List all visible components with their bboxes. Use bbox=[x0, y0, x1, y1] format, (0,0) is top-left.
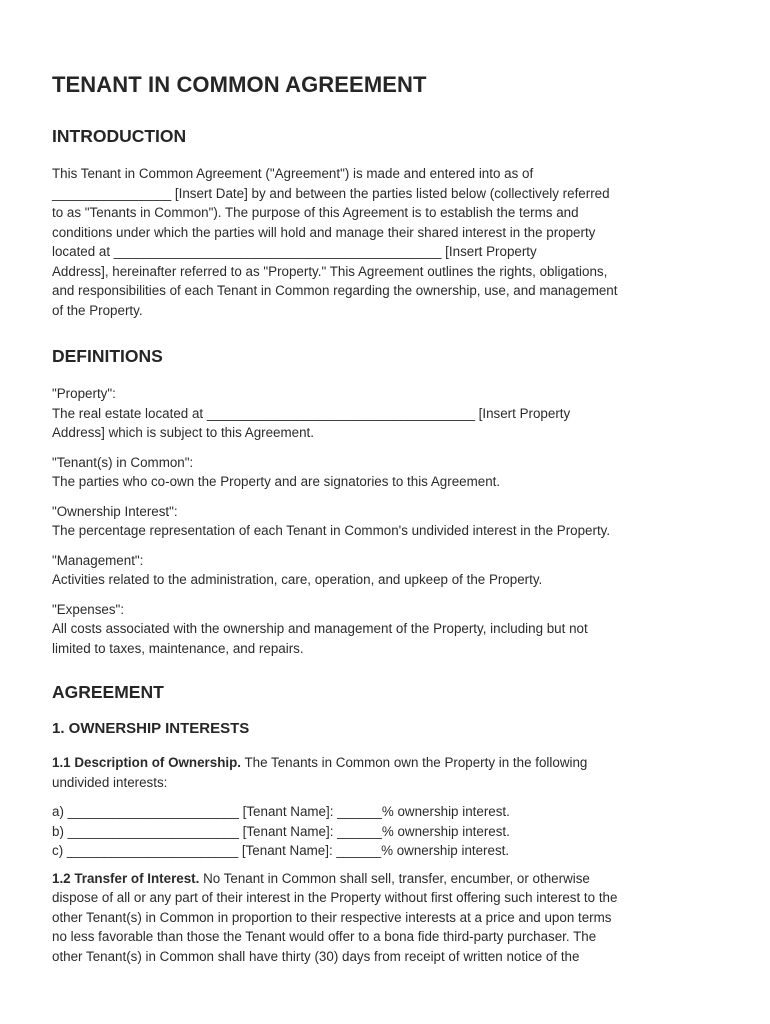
tenant-interest-lines bbox=[52, 802, 718, 861]
definition-text: The real estate located at ____________________________________ [Insert Property bbox=[52, 405, 571, 421]
clause-lead: 1.2 Transfer of Interest. bbox=[52, 870, 200, 886]
text-line: Address], hereinafter referred to as "Property." This Agreement outlines the rights, obligations, bbox=[52, 263, 608, 279]
definition-text: Activities related to the administration, care, operation, and upkeep of the Property. bbox=[52, 572, 543, 587]
definitions-heading: DEFINITIONS bbox=[52, 346, 163, 366]
clause-text: other Tenant(s) in Common in proportion to their respective interests at a price and upon terms bbox=[52, 909, 612, 925]
agreement-heading: AGREEMENT bbox=[52, 682, 164, 702]
clause-text: No Tenant in Common shall sell, transfer, encumber, or otherwise bbox=[199, 870, 590, 886]
document-title: TENANT IN COMMON AGREEMENT bbox=[52, 72, 427, 97]
introduction-heading: INTRODUCTION bbox=[52, 126, 187, 146]
definition-tenants-in-common bbox=[52, 453, 718, 492]
text-line: conditions under which the parties will hold and manage their shared interest in the property bbox=[52, 224, 596, 240]
text-line: located at ____________________________________________ [Insert Property bbox=[52, 244, 537, 259]
section-1-heading: 1. OWNERSHIP INTERESTS bbox=[52, 720, 250, 737]
definition-management bbox=[52, 551, 718, 590]
definition-term: "Management": bbox=[52, 552, 144, 568]
text-line: and responsibilities of each Tenant in Common regarding the ownership, use, and management bbox=[52, 283, 618, 298]
definition-property bbox=[52, 384, 718, 443]
clause-lead: 1.1 Description of Ownership. bbox=[52, 755, 241, 770]
definition-term: "Expenses": bbox=[52, 601, 125, 617]
text-line: This Tenant in Common Agreement ("Agreement") is made and entered into as of bbox=[52, 166, 534, 181]
definitions-list bbox=[52, 384, 718, 658]
text-line: ________________ [Insert Date] by and between the parties listed below (collectively referred bbox=[52, 185, 610, 201]
definition-text: limited to taxes, maintenance, and repairs. bbox=[52, 640, 304, 656]
clause-text: no less favorable than those the Tenant would offer to a bona fide third-party purchaser. The bbox=[52, 929, 597, 944]
definition-text: The parties who co-own the Property and are signatories to this Agreement. bbox=[52, 474, 501, 489]
introduction-paragraph bbox=[52, 164, 718, 320]
definition-term: "Ownership Interest": bbox=[52, 503, 178, 519]
definition-text: All costs associated with the ownership and management of the Property, including but not bbox=[52, 621, 588, 636]
tenant-line-a: a) _______________________ [Tenant Name]: ______% ownership interest. bbox=[52, 804, 510, 819]
clause-1-2 bbox=[52, 869, 718, 967]
definition-expenses bbox=[52, 600, 718, 659]
clause-text: The Tenants in Common own the Property in the following bbox=[241, 755, 588, 770]
clause-1-1 bbox=[52, 753, 718, 792]
definition-term: "Property": bbox=[52, 386, 116, 401]
text-line: of the Property. bbox=[52, 302, 143, 318]
tenant-line-c: c) _______________________ [Tenant Name]: ______% ownership interest. bbox=[52, 843, 510, 858]
clause-text: undivided interests: bbox=[52, 774, 168, 790]
definition-term: "Tenant(s) in Common": bbox=[52, 454, 194, 470]
definition-ownership-interest bbox=[52, 502, 718, 541]
text-line: to as "Tenants in Common"). The purpose of this Agreement is to establish the terms and bbox=[52, 205, 579, 220]
clause-text: other Tenant(s) in Common shall have thirty (30) days from receipt of written notice of the bbox=[52, 948, 580, 964]
tenant-line-b: b) _______________________ [Tenant Name]: ______% ownership interest. bbox=[52, 823, 510, 839]
definition-text: Address] which is subject to this Agreement. bbox=[52, 425, 314, 440]
definition-text: The percentage representation of each Tenant in Common's undivided interest in the Property. bbox=[52, 523, 611, 538]
clause-text: dispose of all or any part of their interest in the Property without first offering such interest to the bbox=[52, 890, 618, 905]
